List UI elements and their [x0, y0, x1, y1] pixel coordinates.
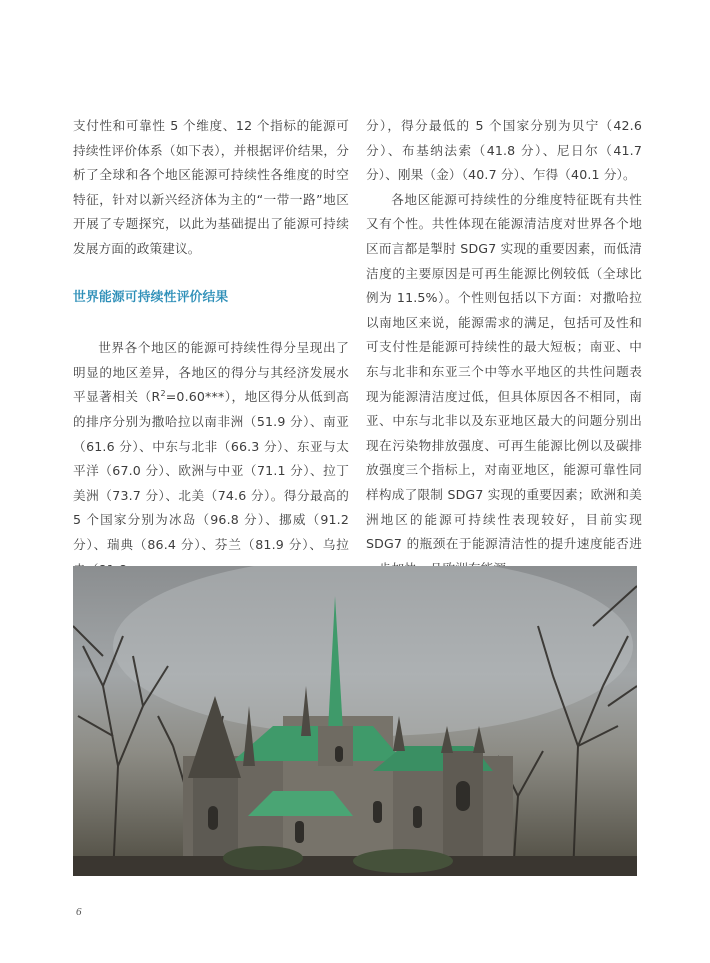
right-column — [366, 114, 642, 581]
cathedral-illustration — [73, 566, 637, 876]
body-paragraph: 各地区能源可持续性的分维度特征既有共性又有个性。共性体现在能源清洁度对世界各个地区而言都是掣肘 SDG7 实现的重要因素，而低清洁度的主要原因是可再生能源比例较低（全球比例为 11.5%）。个性则包括以下方面：对撒哈拉以南地区来说，能源需求的满足，包括可及性和可支付性是能源可持续性的最大短板；南亚、中东与北非和东亚三个中等水平地区的共性问题表现为能源清洁度过低，但具体原因各不相同，南亚、中东与北非以及东亚地区最大的问题分别出现在污染物排放强度、可再生能源比例以及碳排放强度三个指标上，对南亚地区，能源可靠性同样构成了限制 SDG7 实现的重要因素；欧洲和美洲地区的能源可持续性表现较好，目前实现 SDG7 的瓶颈在于能源清洁性的提升速度能否进 — [366, 191, 642, 552]
paragraph-text: 世界各个地区的能源可持续性得分呈现出了明显的地区差异，各地区的得分与其经济发展水平显著相关（R — [73, 340, 349, 405]
body-paragraph: 分），得分最低的 5 个国家分别为贝宁（42.6 分）、布基纳法索（41.8 分）、尼日尔（41.7 分）、刚果（金）（40.7 分）、乍得（40.1 分）。 — [366, 118, 642, 183]
cathedral-photo — [73, 566, 637, 876]
body-paragraph: 支付性和可靠性 5 个维度、12 个指标的能源可持续性评价体系（如下表），并根据评价结果，分析了全球和各个地区能源可持续性各维度的时空特征，针对以新兴经济体为主的“一带一路”地区开展了专题探究，以此为基础提出了能源可持续发展方面的政策建议。 — [73, 118, 349, 256]
section-heading: 世界能源可持续性评价结果 — [73, 289, 229, 305]
paragraph-text: =0.60***），地区得分从低到高的排序分别为撒哈拉以南非洲（51.9 分）、南亚（61.6 分）、中东与北非（66.3 分）、东亚与太平洋（67.0 分）、欧洲与中亚（71.1 分）、拉丁美洲（73.7 分）、北美（74.6 分）。得分最高的 5 个国家分别为冰岛（96.8 分）、挪威（91.2 分）、瑞典（86.4 分）、芬兰（81.9 分）、乌拉 — [73, 389, 349, 552]
left-column — [73, 114, 349, 582]
page-number: 6 — [76, 906, 82, 918]
superscript: 2 — [160, 389, 166, 399]
body-paragraph — [73, 336, 349, 582]
